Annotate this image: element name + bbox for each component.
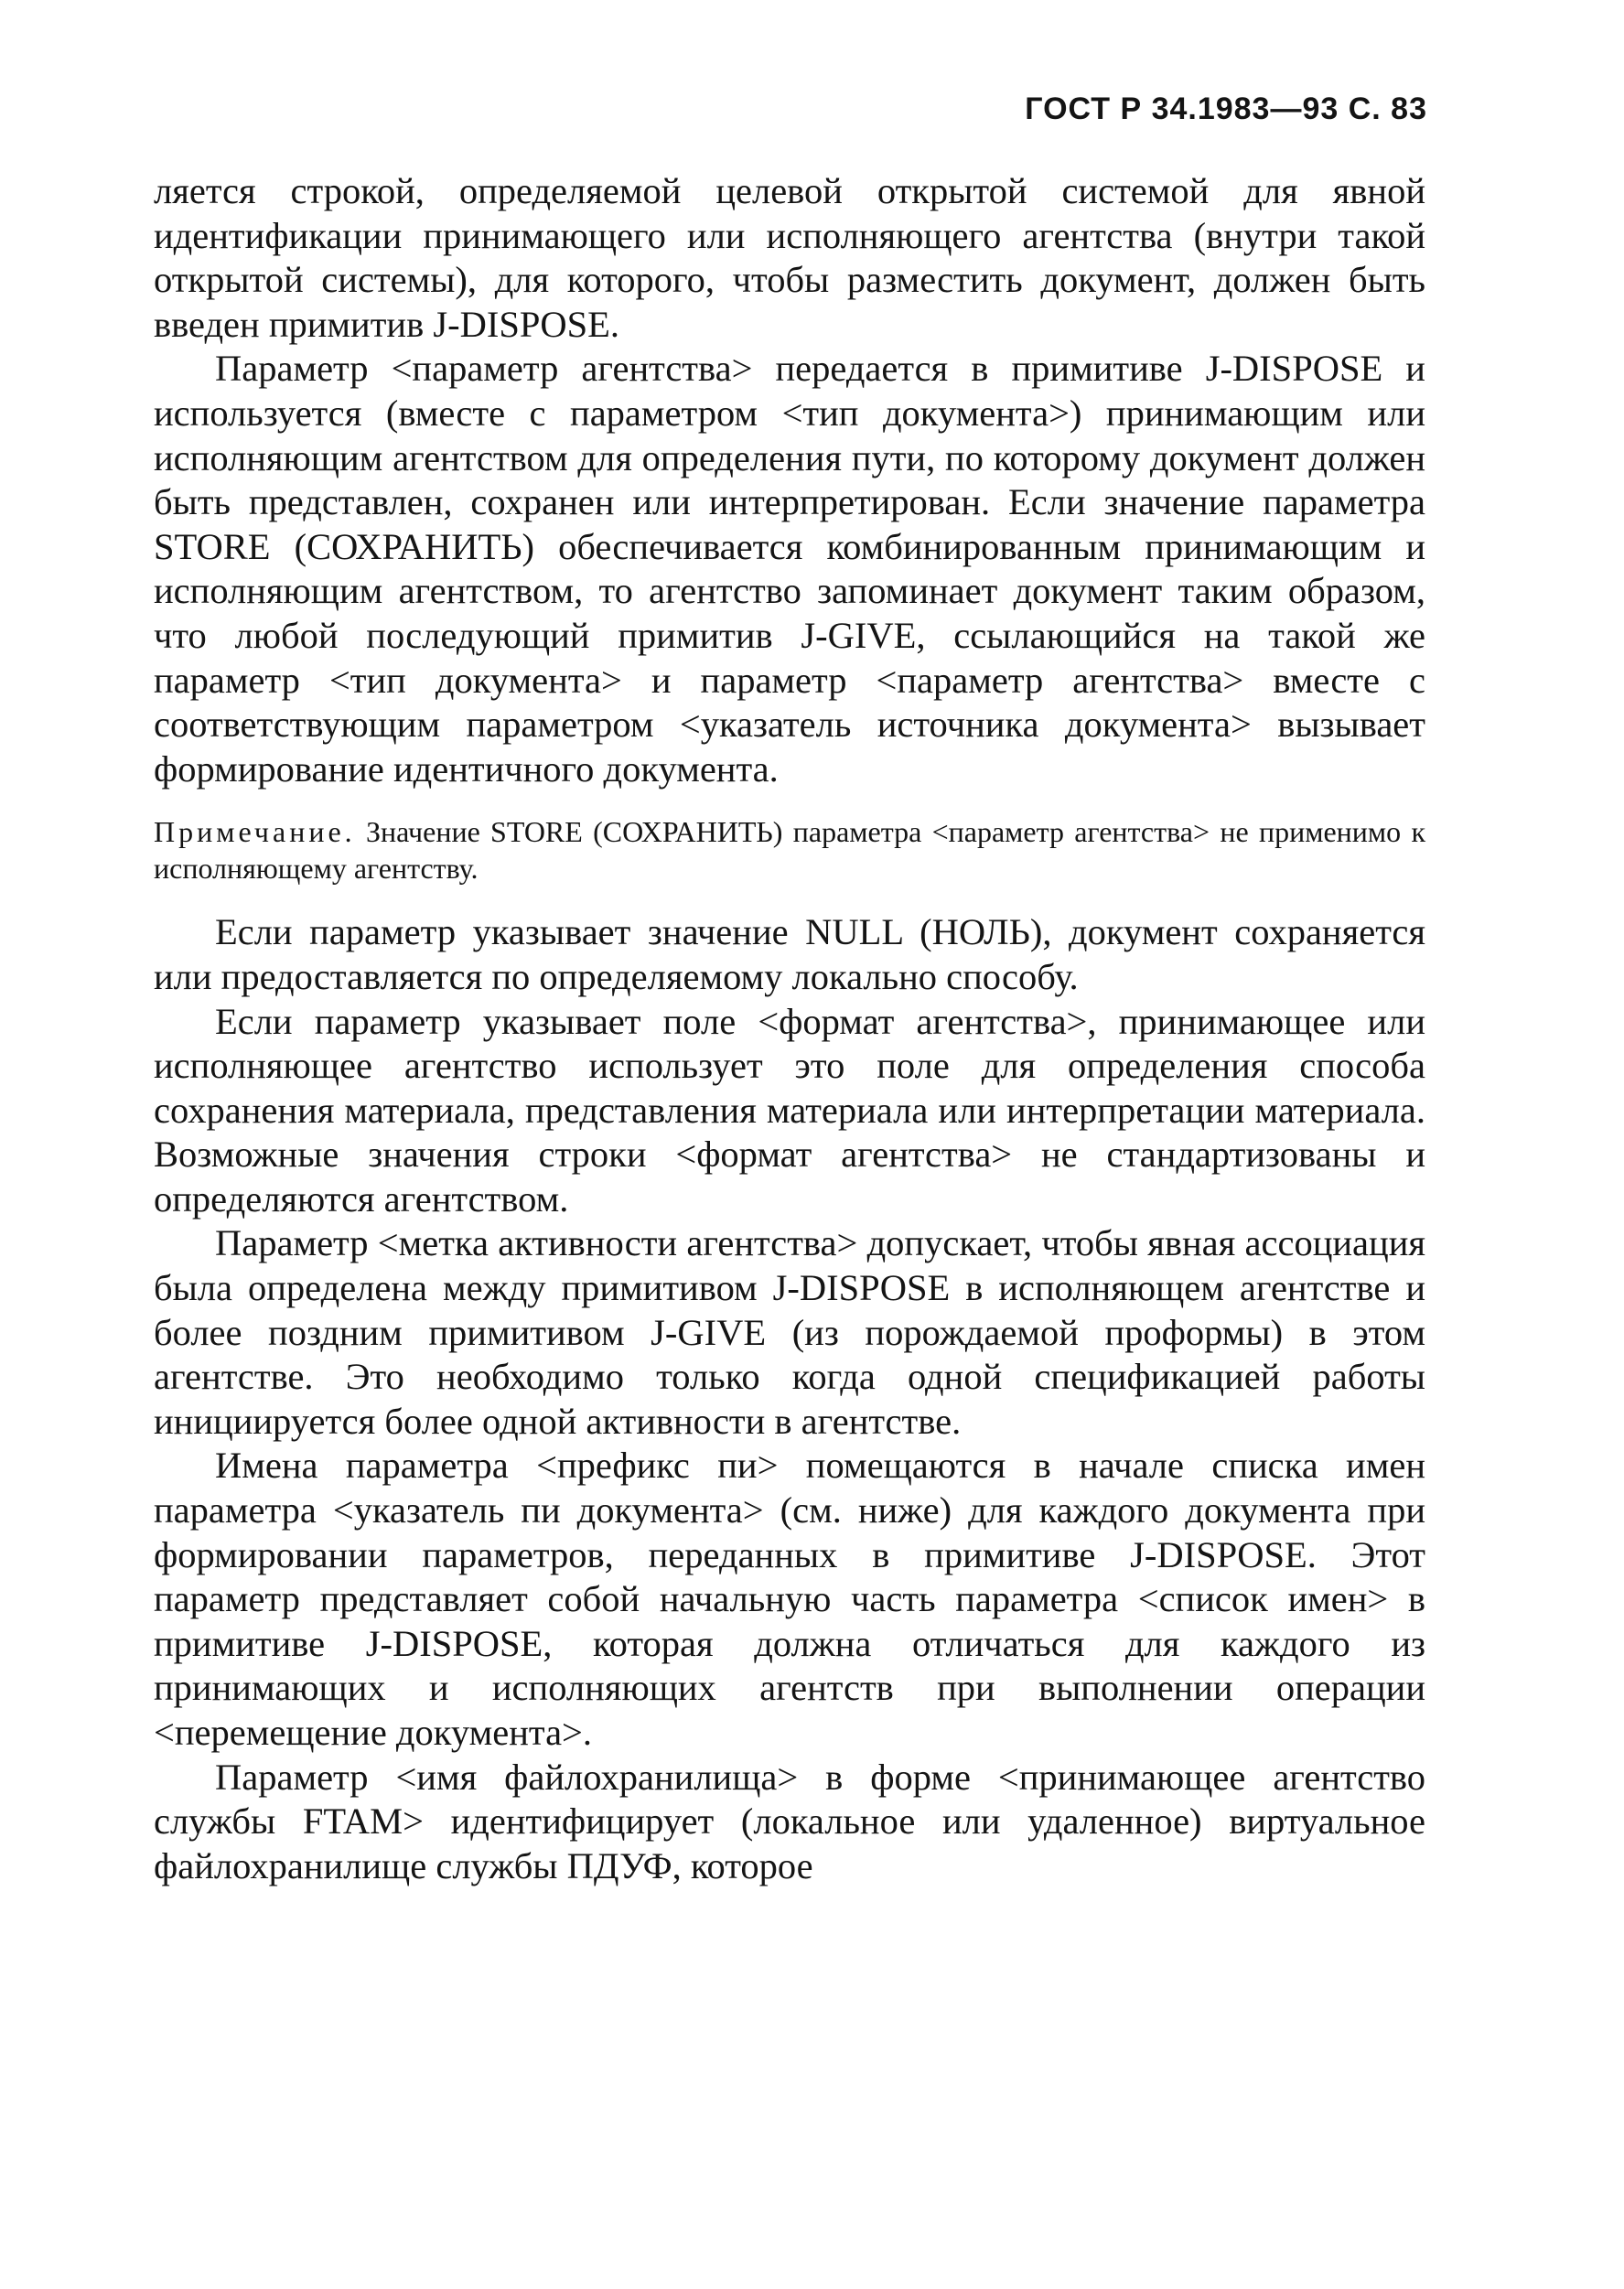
note-text: Значение STORE (СОХРАНИТЬ) параметра <параметр агентства> не применимо к исполняющему агентству. [154,815,1426,886]
paragraph-continuation: ляется строкой, определяемой целевой открытой системой для явной идентификации принимающего или исполняющего агентства (внутри такой открытой системы), для которого, чтобы разместить документ, должен быть введен примитив J-DISPOSE. [154,170,1425,345]
paragraph-filestore-name: Параметр <имя файлохранилища> в форме <принимающее агентство службы FTAM> идентифицирует (локальное или удаленное) виртуальное файлохранилище службы ПДУФ, которое [154,1756,1425,1886]
running-header: ГОСТ Р 34.1983—93 С. 83 [1025,91,1427,126]
document-body [154,169,1425,1888]
paragraph-agency-parameter: Параметр <параметр агентства> передается в примитиве J-DISPOSE и используется (вместе с параметром <тип документа>) принимающим или исполняющим агентством для определения пути, по которому документ должен быть представлен, сохранен или интерпретирован. Если значение параметра STORE (СОХРАНИТЬ) обеспечивается комбинированным принимающим и исполняющим агентством, то агентство запоминает документ таким образом, что любой последующий примитив J-GIVE, ссылающийся на такой же параметр <тип документа> и параметр <параметр агентства> вместе с соответствующим параметром <указатель источника документа> вызывает формирование идентичного документа. [154,348,1425,790]
paragraph-activity-label: Параметр <метка активности агентства> допускает, чтобы явная ассоциация была определена между примитивом J-DISPOSE в исполняющем агентстве и более поздним примитивом J-GIVE (из порождаемой проформы) в этом агентстве. Это необходимо только когда одной спецификацией работы инициируется более одной активности в агентстве. [154,1222,1425,1442]
paragraph-null-value: Если параметр указывает значение NULL (НОЛЬ), документ сохраняется или предоставляется по определяемому локально способу. [154,911,1425,997]
note-label: Примечание. [154,815,356,849]
paragraph-agency-format: Если параметр указывает поле <формат агентства>, принимающее или исполняющее агентство использует это поле для определения способа сохранения материала, представления материала или интерпретации материала. Возможные значения строки <формат агентства> не стандартизованы и определяются агентством. [154,1000,1425,1220]
paragraph-prefix: Имена параметра <префикс пи> помещаются в начале списка имен параметра <указатель пи документа> (см. ниже) для каждого документа при формировании параметров, переданных в примитиве J-DISPOSE. Этот параметр представляет собой начальную часть параметра <список имен> в примитиве J-DISPOSE, которая должна отличаться для каждого из принимающих и исполняющих агентств при выполнении операции <перемещение документа>. [154,1445,1425,1753]
note [154,813,1425,887]
